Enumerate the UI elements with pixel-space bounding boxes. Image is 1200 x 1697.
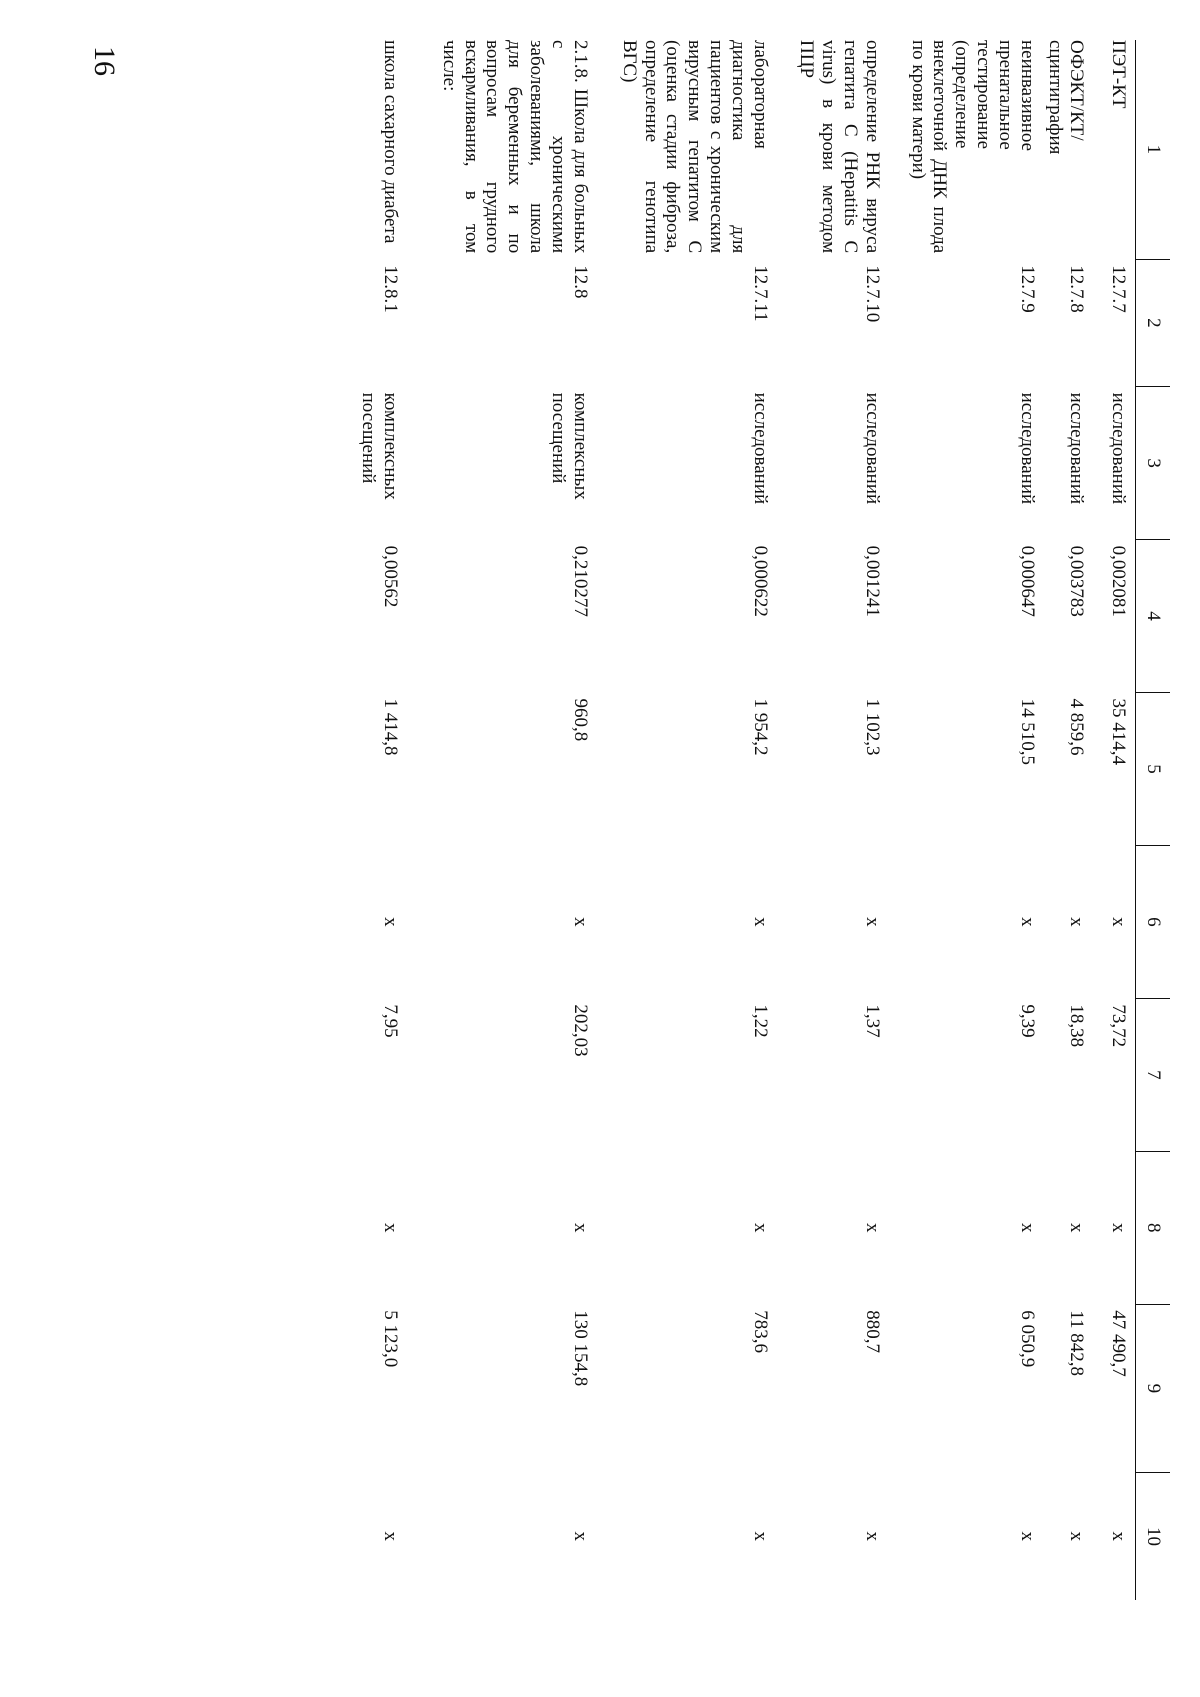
row-col8: х bbox=[749, 1223, 771, 1233]
row-name: 2.1.8. Школа для больных с хроническими заболеваниями, школа для беременных и по вопросам грудного вскармливания, в том числе: bbox=[438, 40, 591, 254]
row-col6: х bbox=[379, 917, 401, 927]
row-col7: 1,22 bbox=[749, 1004, 771, 1038]
row-col6: х bbox=[861, 917, 883, 927]
row-col9: 6 050,9 bbox=[1016, 1310, 1038, 1368]
row-name: лабораторная диагностика для пациентов с хроническим вирусным гепатитом С (оценка стадии фиброза, определение генотипа ВГС) bbox=[618, 40, 771, 254]
row-col9: 11 842,8 bbox=[1066, 1310, 1088, 1377]
row-unit: исследований bbox=[1066, 392, 1088, 505]
row-col6: х bbox=[749, 917, 771, 927]
row-col6: х bbox=[1016, 917, 1038, 927]
row-col5: 35 414,4 bbox=[1108, 698, 1129, 766]
row-col5: 14 510,5 bbox=[1016, 698, 1038, 766]
row-name: ПЭТ-КТ bbox=[1108, 40, 1129, 109]
row-col4: 0,000647 bbox=[1016, 545, 1038, 617]
row-col10: х bbox=[1108, 1531, 1129, 1541]
row-name: школа сахарного диабета bbox=[379, 40, 401, 244]
row-col9: 130 154,8 bbox=[569, 1310, 591, 1387]
table-row bbox=[337, 40, 407, 1600]
table-row bbox=[597, 40, 777, 1600]
row-col5: 960,8 bbox=[569, 698, 591, 742]
row-col5: 1 954,2 bbox=[749, 698, 771, 756]
row-col4: 0,001241 bbox=[861, 545, 883, 617]
header-row bbox=[1136, 40, 1171, 1600]
row-col7: 202,03 bbox=[569, 1004, 591, 1057]
row-unit: исследований bbox=[1108, 392, 1129, 505]
row-col9: 783,6 bbox=[749, 1310, 771, 1354]
row-col4: 0,00562 bbox=[379, 545, 401, 608]
row-col4: 0,000622 bbox=[749, 545, 771, 617]
column-header-6: 6 bbox=[1136, 845, 1171, 998]
row-code: 12.7.8 bbox=[1066, 265, 1088, 313]
row-col4: 0,003783 bbox=[1066, 545, 1088, 617]
row-col4: 0,210277 bbox=[569, 545, 591, 617]
row-col8: х bbox=[861, 1223, 883, 1233]
row-col8: х bbox=[1066, 1223, 1088, 1233]
row-col7: 7,95 bbox=[379, 1004, 401, 1038]
row-col10: х bbox=[379, 1531, 401, 1541]
row-unit: комплексных посещений bbox=[547, 392, 591, 500]
row-col7: 18,38 bbox=[1066, 1004, 1088, 1048]
row-col10: х bbox=[1016, 1531, 1038, 1541]
row-col8: х bbox=[379, 1223, 401, 1233]
row-col7: 1,37 bbox=[861, 1004, 883, 1038]
row-code: 12.8.1 bbox=[379, 265, 401, 313]
row-name: определение РНК вируса гепатита С (Hepatitis C virus) в крови методом ПЦР bbox=[796, 40, 883, 254]
row-unit: исследований bbox=[749, 392, 771, 505]
row-col6: х bbox=[1066, 917, 1088, 927]
column-header-7: 7 bbox=[1136, 998, 1171, 1151]
table-row bbox=[1094, 40, 1136, 1600]
row-name: ОФЭКТ/КТ/сцинтиграфия bbox=[1044, 40, 1088, 155]
column-header-10: 10 bbox=[1136, 1473, 1171, 1601]
table-row bbox=[1044, 40, 1094, 1600]
table-row bbox=[407, 40, 597, 1600]
row-col6: х bbox=[1108, 917, 1129, 927]
row-col6: х bbox=[569, 917, 591, 927]
row-col10: х bbox=[749, 1531, 771, 1541]
column-header-8: 8 bbox=[1136, 1151, 1171, 1304]
data-table bbox=[220, 40, 1170, 1600]
row-col5: 1 414,8 bbox=[379, 698, 401, 756]
column-header-2: 2 bbox=[1136, 259, 1171, 386]
table-row bbox=[777, 40, 889, 1600]
row-col8: х bbox=[569, 1223, 591, 1233]
row-col5: 4 859,6 bbox=[1066, 698, 1088, 756]
row-unit: исследований bbox=[1016, 392, 1038, 505]
table-row bbox=[889, 40, 1044, 1600]
column-header-1: 1 bbox=[1136, 40, 1171, 259]
column-header-4: 4 bbox=[1136, 540, 1171, 693]
row-unit: исследований bbox=[861, 392, 883, 505]
row-col10: х bbox=[861, 1531, 883, 1541]
column-header-3: 3 bbox=[1136, 387, 1171, 540]
row-col8: х bbox=[1108, 1223, 1129, 1233]
row-unit: комплексных посещений bbox=[357, 392, 401, 500]
row-col10: х bbox=[569, 1531, 591, 1541]
column-header-5: 5 bbox=[1136, 693, 1171, 846]
row-name: неинвазивное пренатальное тестирование (определение внеклеточной ДНК плода по крови матери) bbox=[907, 40, 1038, 254]
row-col7: 73,72 bbox=[1108, 1004, 1129, 1048]
row-code: 12.7.9 bbox=[1016, 265, 1038, 313]
row-col9: 880,7 bbox=[861, 1310, 883, 1354]
row-col8: х bbox=[1016, 1223, 1038, 1233]
row-col7: 9,39 bbox=[1016, 1004, 1038, 1038]
row-col9: 47 490,7 bbox=[1108, 1310, 1129, 1377]
row-code: 12.7.10 bbox=[861, 265, 883, 323]
row-col4: 0,002081 bbox=[1108, 545, 1129, 617]
row-col5: 1 102,3 bbox=[861, 698, 883, 756]
row-col9: 5 123,0 bbox=[379, 1310, 401, 1368]
row-code: 12.7.11 bbox=[749, 265, 771, 322]
row-code: 12.8 bbox=[569, 265, 591, 299]
row-code: 12.7.7 bbox=[1108, 265, 1129, 313]
row-col10: х bbox=[1066, 1531, 1088, 1541]
page-number: 16 bbox=[88, 46, 121, 76]
column-header-9: 9 bbox=[1136, 1304, 1171, 1472]
